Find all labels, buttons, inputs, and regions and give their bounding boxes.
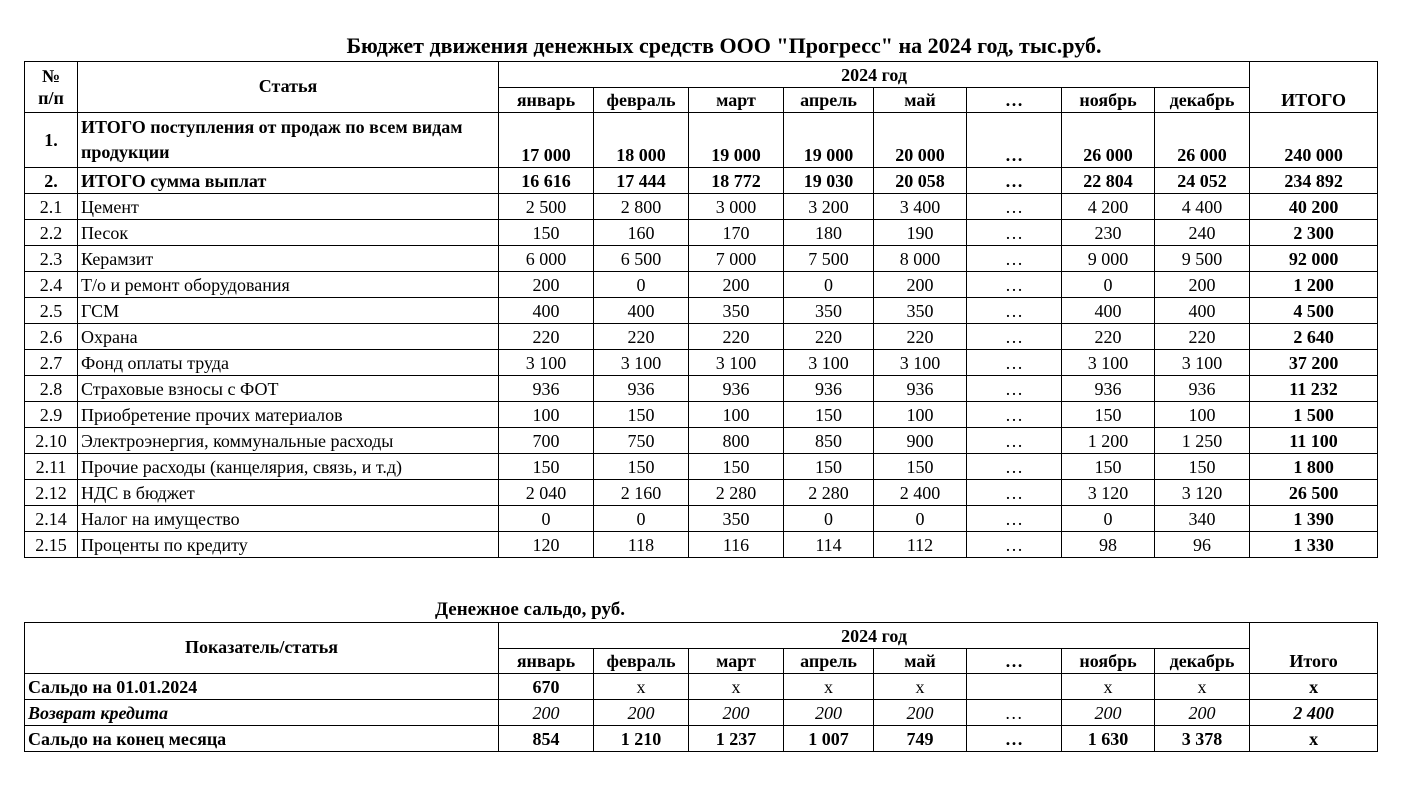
month-header: май bbox=[874, 649, 967, 674]
cell-value: 936 bbox=[1155, 376, 1250, 402]
cell-value: 2 800 bbox=[594, 194, 689, 220]
cell-value: 3 100 bbox=[594, 350, 689, 376]
cell-value: 150 bbox=[874, 454, 967, 480]
indicator-header: Показатель/статья bbox=[25, 623, 499, 674]
article-header: Статья bbox=[78, 62, 499, 113]
table-row bbox=[25, 428, 1378, 454]
cell-value: 9 500 bbox=[1155, 246, 1250, 272]
cell-value: 18 772 bbox=[689, 168, 784, 194]
cell-value: 116 bbox=[689, 532, 784, 558]
month-header: апрель bbox=[784, 649, 874, 674]
cell-value: 220 bbox=[1155, 324, 1250, 350]
row-name: Страховые взносы с ФОТ bbox=[78, 376, 499, 402]
cell-value: 200 bbox=[874, 700, 967, 726]
cell-value: х bbox=[689, 674, 784, 700]
table-row bbox=[25, 700, 1378, 726]
cell-value: 22 804 bbox=[1062, 168, 1155, 194]
cell-value: 400 bbox=[499, 298, 594, 324]
cell-value: 350 bbox=[784, 298, 874, 324]
cell-value: 16 616 bbox=[499, 168, 594, 194]
cell-value: 0 bbox=[594, 272, 689, 298]
month-header: январь bbox=[499, 649, 594, 674]
cell-value: 2 040 bbox=[499, 480, 594, 506]
table-row bbox=[25, 532, 1378, 558]
cell-value: … bbox=[967, 350, 1062, 376]
cell-value: 0 bbox=[1062, 506, 1155, 532]
cell-value: 200 bbox=[594, 700, 689, 726]
row-total: 234 892 bbox=[1250, 168, 1378, 194]
cell-value bbox=[967, 674, 1062, 700]
cell-value: 100 bbox=[499, 402, 594, 428]
cell-value: 100 bbox=[689, 402, 784, 428]
month-header: март bbox=[689, 649, 784, 674]
cell-value: … bbox=[967, 113, 1062, 168]
cell-value: 670 bbox=[499, 674, 594, 700]
row-name: НДС в бюджет bbox=[78, 480, 499, 506]
cell-value: 114 bbox=[784, 532, 874, 558]
cell-value: 936 bbox=[594, 376, 689, 402]
cell-value: 19 000 bbox=[689, 113, 784, 168]
table-row bbox=[25, 402, 1378, 428]
num-header-line1: № bbox=[41, 66, 61, 86]
row-total: 2 640 bbox=[1250, 324, 1378, 350]
cell-value: 150 bbox=[594, 402, 689, 428]
cell-value: 200 bbox=[689, 700, 784, 726]
cell-value: 20 000 bbox=[874, 113, 967, 168]
balance-year-header: 2024 год bbox=[499, 623, 1250, 649]
cell-value: 200 bbox=[1062, 700, 1155, 726]
table-row bbox=[25, 324, 1378, 350]
budget-title: Бюджет движения денежных средств ООО "Прогресс" на 2024 год, тыс.руб. bbox=[346, 33, 1102, 58]
row-name: Сальдо на 01.01.2024 bbox=[25, 674, 499, 700]
cell-value: 220 bbox=[689, 324, 784, 350]
cell-value: 7 500 bbox=[784, 246, 874, 272]
cell-value: 350 bbox=[874, 298, 967, 324]
cell-value: 936 bbox=[1062, 376, 1155, 402]
year-header: 2024 год bbox=[499, 62, 1250, 88]
cell-value: 0 bbox=[1062, 272, 1155, 298]
row-total: 92 000 bbox=[1250, 246, 1378, 272]
cell-value: 170 bbox=[689, 220, 784, 246]
cell-value: 200 bbox=[784, 700, 874, 726]
cell-value: х bbox=[1155, 674, 1250, 700]
cell-value: х bbox=[784, 674, 874, 700]
row-number: 2.9 bbox=[25, 402, 78, 428]
cell-value: 96 bbox=[1155, 532, 1250, 558]
cell-value: 200 bbox=[1155, 272, 1250, 298]
cell-value: 4 400 bbox=[1155, 194, 1250, 220]
cell-value: 150 bbox=[594, 454, 689, 480]
cell-value: 150 bbox=[689, 454, 784, 480]
row-name: Песок bbox=[78, 220, 499, 246]
cell-value: … bbox=[967, 246, 1062, 272]
row-total: х bbox=[1250, 726, 1378, 752]
cell-value: 4 200 bbox=[1062, 194, 1155, 220]
cell-value: 150 bbox=[1062, 454, 1155, 480]
row-name: Керамзит bbox=[78, 246, 499, 272]
table-row bbox=[25, 298, 1378, 324]
table-row bbox=[25, 168, 1378, 194]
table-row bbox=[25, 246, 1378, 272]
cell-value: 200 bbox=[499, 272, 594, 298]
cell-value: 1 007 bbox=[784, 726, 874, 752]
cell-value: 3 200 bbox=[784, 194, 874, 220]
cell-value: 749 bbox=[874, 726, 967, 752]
table-row bbox=[25, 194, 1378, 220]
table-row bbox=[25, 506, 1378, 532]
cell-value: 3 120 bbox=[1155, 480, 1250, 506]
cell-value: … bbox=[967, 700, 1062, 726]
row-name: ИТОГО сумма выплат bbox=[78, 168, 499, 194]
cell-value: 200 bbox=[499, 700, 594, 726]
row-name: Цемент bbox=[78, 194, 499, 220]
cell-value: … bbox=[967, 324, 1062, 350]
table-row bbox=[25, 480, 1378, 506]
cell-value: 180 bbox=[784, 220, 874, 246]
cell-value: … bbox=[967, 376, 1062, 402]
row-total: 1 330 bbox=[1250, 532, 1378, 558]
month-header: май bbox=[874, 88, 967, 113]
row-total: х bbox=[1250, 674, 1378, 700]
cell-value: 6 500 bbox=[594, 246, 689, 272]
month-header: январь bbox=[499, 88, 594, 113]
cell-value: … bbox=[967, 402, 1062, 428]
month-header: декабрь bbox=[1155, 88, 1250, 113]
cell-value: 150 bbox=[499, 454, 594, 480]
row-name: Возврат кредита bbox=[25, 700, 499, 726]
cell-value: 3 120 bbox=[1062, 480, 1155, 506]
budget-table bbox=[24, 61, 1378, 558]
row-number: 2.8 bbox=[25, 376, 78, 402]
cell-value: 3 100 bbox=[1062, 350, 1155, 376]
row-total: 1 390 bbox=[1250, 506, 1378, 532]
balance-total-header: Итого bbox=[1250, 623, 1378, 674]
table-row bbox=[25, 272, 1378, 298]
row-name: Прочие расходы (канцелярия, связь, и т.д) bbox=[78, 454, 499, 480]
cell-value: 17 000 bbox=[499, 113, 594, 168]
row-number: 2.6 bbox=[25, 324, 78, 350]
row-total: 2 300 bbox=[1250, 220, 1378, 246]
cell-value: 150 bbox=[784, 402, 874, 428]
row-total: 26 500 bbox=[1250, 480, 1378, 506]
cell-value: 400 bbox=[1155, 298, 1250, 324]
cell-value: 150 bbox=[1062, 402, 1155, 428]
table-row bbox=[25, 350, 1378, 376]
cell-value: х bbox=[1062, 674, 1155, 700]
cell-value: 900 bbox=[874, 428, 967, 454]
cell-value: 936 bbox=[499, 376, 594, 402]
cell-value: 26 000 bbox=[1155, 113, 1250, 168]
row-name: Проценты по кредиту bbox=[78, 532, 499, 558]
cell-value: 6 000 bbox=[499, 246, 594, 272]
cell-value: 850 bbox=[784, 428, 874, 454]
cell-value: 8 000 bbox=[874, 246, 967, 272]
cell-value: … bbox=[967, 480, 1062, 506]
cell-value: 1 250 bbox=[1155, 428, 1250, 454]
cell-value: 2 280 bbox=[784, 480, 874, 506]
row-number: 2.4 bbox=[25, 272, 78, 298]
month-header: … bbox=[967, 649, 1062, 674]
cell-value: 3 400 bbox=[874, 194, 967, 220]
cell-value: 3 100 bbox=[499, 350, 594, 376]
row-number: 2.10 bbox=[25, 428, 78, 454]
cell-value: 3 000 bbox=[689, 194, 784, 220]
cell-value: … bbox=[967, 726, 1062, 752]
cell-value: … bbox=[967, 272, 1062, 298]
table-row bbox=[25, 674, 1378, 700]
cell-value: 220 bbox=[784, 324, 874, 350]
row-name: Сальдо на конец месяца bbox=[25, 726, 499, 752]
table-row bbox=[25, 454, 1378, 480]
row-total: 11 232 bbox=[1250, 376, 1378, 402]
cell-value: 220 bbox=[1062, 324, 1155, 350]
row-number: 2.2 bbox=[25, 220, 78, 246]
row-name: Охрана bbox=[78, 324, 499, 350]
cell-value: … bbox=[967, 298, 1062, 324]
cell-value: 150 bbox=[499, 220, 594, 246]
row-name: Т/о и ремонт оборудования bbox=[78, 272, 499, 298]
total-header: ИТОГО bbox=[1250, 62, 1378, 113]
cell-value: 0 bbox=[594, 506, 689, 532]
cell-value: 26 000 bbox=[1062, 113, 1155, 168]
cell-value: 160 bbox=[594, 220, 689, 246]
month-header: ноябрь bbox=[1062, 649, 1155, 674]
cell-value: 1 237 bbox=[689, 726, 784, 752]
cell-value: 7 000 bbox=[689, 246, 784, 272]
cell-value: 2 400 bbox=[874, 480, 967, 506]
cell-value: 400 bbox=[1062, 298, 1155, 324]
cell-value: … bbox=[967, 454, 1062, 480]
cell-value: 0 bbox=[499, 506, 594, 532]
row-number: 1. bbox=[25, 113, 78, 168]
row-name: Налог на имущество bbox=[78, 506, 499, 532]
month-header: декабрь bbox=[1155, 649, 1250, 674]
cell-value: 1 210 bbox=[594, 726, 689, 752]
cell-value: 3 378 bbox=[1155, 726, 1250, 752]
row-number: 2.14 bbox=[25, 506, 78, 532]
row-number: 2.7 bbox=[25, 350, 78, 376]
cell-value: 2 500 bbox=[499, 194, 594, 220]
cell-value: 190 bbox=[874, 220, 967, 246]
cell-value: 19 030 bbox=[784, 168, 874, 194]
num-header-line2: п/п bbox=[38, 88, 64, 108]
cell-value: … bbox=[967, 532, 1062, 558]
row-name: Фонд оплаты труда bbox=[78, 350, 499, 376]
cell-value: 118 bbox=[594, 532, 689, 558]
cell-value: 400 bbox=[594, 298, 689, 324]
cell-value: 200 bbox=[874, 272, 967, 298]
row-total: 40 200 bbox=[1250, 194, 1378, 220]
row-total: 1 800 bbox=[1250, 454, 1378, 480]
cell-value: 20 058 bbox=[874, 168, 967, 194]
cell-value: 3 100 bbox=[1155, 350, 1250, 376]
cell-value: 220 bbox=[499, 324, 594, 350]
table-row bbox=[25, 376, 1378, 402]
cell-value: 1 200 bbox=[1062, 428, 1155, 454]
cell-value: 230 bbox=[1062, 220, 1155, 246]
cell-value: 3 100 bbox=[874, 350, 967, 376]
row-total: 11 100 bbox=[1250, 428, 1378, 454]
month-header: февраль bbox=[594, 88, 689, 113]
month-header: февраль bbox=[594, 649, 689, 674]
cell-value: 0 bbox=[784, 272, 874, 298]
cell-value: 1 630 bbox=[1062, 726, 1155, 752]
cell-value: 120 bbox=[499, 532, 594, 558]
cell-value: … bbox=[967, 220, 1062, 246]
month-header: апрель bbox=[784, 88, 874, 113]
row-total: 1 500 bbox=[1250, 402, 1378, 428]
cell-value: 0 bbox=[784, 506, 874, 532]
cell-value: 700 bbox=[499, 428, 594, 454]
row-number: 2.12 bbox=[25, 480, 78, 506]
cell-value: 0 bbox=[874, 506, 967, 532]
row-name: Электроэнергия, коммунальные расходы bbox=[78, 428, 499, 454]
cell-value: 936 bbox=[874, 376, 967, 402]
cell-value: 100 bbox=[874, 402, 967, 428]
cell-value: 9 000 bbox=[1062, 246, 1155, 272]
balance-title: Денежное сальдо, руб. bbox=[435, 599, 625, 620]
row-name: Приобретение прочих материалов bbox=[78, 402, 499, 428]
row-name: ГСМ bbox=[78, 298, 499, 324]
cell-value: 24 052 bbox=[1155, 168, 1250, 194]
cell-value: 112 bbox=[874, 532, 967, 558]
table-row bbox=[25, 220, 1378, 246]
row-total: 240 000 bbox=[1250, 113, 1378, 168]
table-row bbox=[25, 113, 1378, 168]
cell-value: 100 bbox=[1155, 402, 1250, 428]
cell-value: 150 bbox=[784, 454, 874, 480]
row-number: 2. bbox=[25, 168, 78, 194]
balance-table bbox=[24, 622, 1378, 752]
cell-value: … bbox=[967, 428, 1062, 454]
cell-value: 2 160 bbox=[594, 480, 689, 506]
month-header: ноябрь bbox=[1062, 88, 1155, 113]
row-total: 2 400 bbox=[1250, 700, 1378, 726]
row-number: 2.15 bbox=[25, 532, 78, 558]
cell-value: 220 bbox=[874, 324, 967, 350]
row-number: 2.11 bbox=[25, 454, 78, 480]
cell-value: 854 bbox=[499, 726, 594, 752]
row-total: 1 200 bbox=[1250, 272, 1378, 298]
cell-value: 17 444 bbox=[594, 168, 689, 194]
cell-value: 800 bbox=[689, 428, 784, 454]
cell-value: 200 bbox=[1155, 700, 1250, 726]
row-number: 2.5 bbox=[25, 298, 78, 324]
cell-value: 936 bbox=[689, 376, 784, 402]
row-number: 2.3 bbox=[25, 246, 78, 272]
row-number: 2.1 bbox=[25, 194, 78, 220]
row-total: 37 200 bbox=[1250, 350, 1378, 376]
table-row bbox=[25, 726, 1378, 752]
cell-value: 19 000 bbox=[784, 113, 874, 168]
cell-value: 340 bbox=[1155, 506, 1250, 532]
cell-value: 200 bbox=[689, 272, 784, 298]
cell-value: 350 bbox=[689, 506, 784, 532]
month-header: … bbox=[967, 88, 1062, 113]
cell-value: х bbox=[874, 674, 967, 700]
cell-value: 936 bbox=[784, 376, 874, 402]
cell-value: … bbox=[967, 506, 1062, 532]
row-name: ИТОГО поступления от продаж по всем видам продукции bbox=[78, 113, 499, 168]
cell-value: 750 bbox=[594, 428, 689, 454]
num-header bbox=[25, 62, 78, 113]
cell-value: 350 bbox=[689, 298, 784, 324]
cell-value: х bbox=[594, 674, 689, 700]
cell-value: 3 100 bbox=[784, 350, 874, 376]
cell-value: 3 100 bbox=[689, 350, 784, 376]
month-header: март bbox=[689, 88, 784, 113]
cell-value: 150 bbox=[1155, 454, 1250, 480]
cell-value: … bbox=[967, 194, 1062, 220]
cell-value: 18 000 bbox=[594, 113, 689, 168]
cell-value: 240 bbox=[1155, 220, 1250, 246]
cell-value: 2 280 bbox=[689, 480, 784, 506]
row-total: 4 500 bbox=[1250, 298, 1378, 324]
cell-value: 220 bbox=[594, 324, 689, 350]
cell-value: 98 bbox=[1062, 532, 1155, 558]
cell-value: … bbox=[967, 168, 1062, 194]
